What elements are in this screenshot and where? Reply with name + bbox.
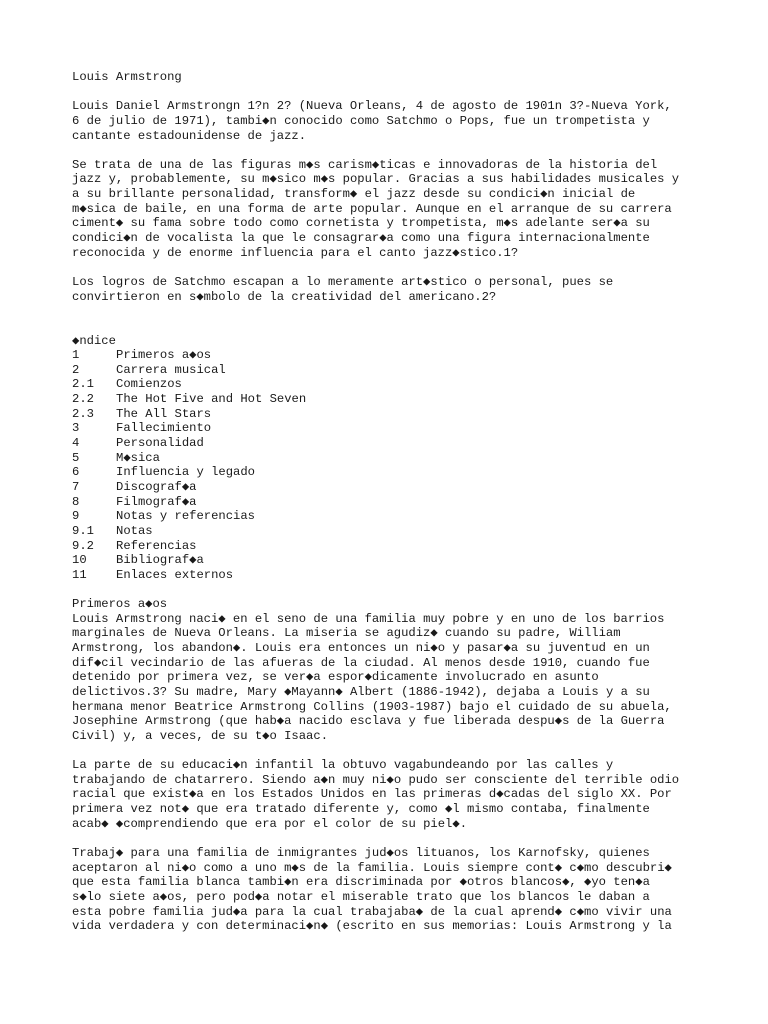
text-line: Josephine Armstrong (que hab◆a nacido esclava y fue liberada despu◆s de la Guerra [72, 714, 665, 729]
toc-item-number: 2 [72, 362, 80, 377]
toc-item[interactable] [72, 553, 712, 568]
toc-item[interactable] [72, 451, 712, 466]
toc-item[interactable] [72, 495, 712, 510]
text-line: Armstrong, los abandon◆. Louis era entonces un ni◆o y pasar◆a su juventud en un [72, 640, 650, 655]
toc-item-number: 10 [72, 553, 87, 568]
text-line: Se trata de una de las figuras m◆s carism◆ticas e innovadoras de la historia del [72, 157, 658, 172]
toc-item[interactable] [72, 509, 712, 524]
text-line: primera vez not◆ que era tratado diferente y, como ◆l mismo contaba, finalmente [72, 802, 650, 817]
toc-item-number: 2.3 [72, 406, 94, 421]
toc-item-label: Carrera musical [116, 362, 226, 377]
toc-item-number: 2.2 [72, 392, 94, 407]
toc-item[interactable] [72, 421, 712, 436]
toc-item[interactable] [72, 377, 712, 392]
toc-item-number: 9.2 [72, 538, 94, 553]
toc-item-label: Filmograf◆a [116, 494, 197, 509]
toc-item-label: Influencia y legado [116, 465, 255, 480]
text-line: Louis Armstrong naci◆ en el seno de una familia muy pobre y en uno de los barrios [72, 611, 665, 626]
text-line: condici◆n de vocalista la que le consagrar◆a como una figura internacionalmente [72, 231, 650, 246]
table-of-contents [72, 334, 712, 583]
paragraph-overview [72, 158, 712, 260]
text-line: La parte de su educaci◆n infantil la obtuvo vagabundeando por las calles y [72, 758, 614, 773]
text-line: que esta familia blanca tambi◆n era discriminada por ◆otros blancos◆, ◆yo ten◆a [72, 875, 650, 890]
text-line: s◆lo siete a◆os, pero pod◆a notar el miserable trato que los blancos le daban a [72, 889, 650, 904]
toc-item-number: 3 [72, 421, 80, 436]
toc-item[interactable] [72, 407, 712, 422]
spacer [72, 143, 712, 158]
toc-item-number: 11 [72, 567, 87, 582]
text-line: jazz y, probablemente, su m◆sico m◆s popular. Gracias a sus habilidades musicales y [72, 172, 680, 187]
toc-heading: ◆ndice [72, 333, 116, 348]
toc-item-number: 2.1 [72, 377, 94, 392]
toc-item-label: Fallecimiento [116, 421, 212, 436]
text-line: ciment◆ su fama sobre todo como cornetista y trompetista, m◆s adelante ser◆a su [72, 216, 650, 231]
toc-item-label: Comienzos [116, 377, 182, 392]
toc-item-label: Referencias [116, 538, 197, 553]
toc-item-number: 1 [72, 348, 80, 363]
toc-item-label: Notas y referencias [116, 509, 255, 524]
text-line: 6 de julio de 1971), tambi◆n conocido como Satchmo o Pops, fue un trompetista y [72, 113, 650, 128]
toc-item[interactable] [72, 539, 712, 554]
toc-item[interactable] [72, 480, 712, 495]
text-line: cantante estadounidense de jazz. [72, 128, 307, 143]
spacer [72, 831, 712, 846]
spacer [72, 85, 712, 100]
text-line: trabajando de chatarrero. Siendo a◆n muy ni◆o pudo ser consciente del terrible odio [72, 772, 680, 787]
toc-item[interactable] [72, 568, 712, 583]
text-line: dif◆cil vecindario de las afueras de la ciudad. Al menos desde 1910, cuando fue [72, 655, 650, 670]
spacer [72, 743, 712, 758]
text-line: detenido por primera vez, se ver◆a espor◆dicamente involucrado en asunto [72, 670, 599, 685]
text-line: m◆sica de baile, en una forma de arte popular. Aunque en el arranque de su carrera [72, 201, 672, 216]
text-line: acab◆ ◆comprendiendo que era por el color de su piel◆. [72, 816, 468, 831]
toc-item-label: M◆sica [116, 450, 160, 465]
intro-paragraph [72, 99, 712, 143]
toc-item-number: 7 [72, 479, 80, 494]
toc-item[interactable] [72, 363, 712, 378]
toc-item-number: 5 [72, 450, 80, 465]
text-line: convirtieron en s◆mbolo de la creatividad del americano.2? [72, 289, 497, 304]
document-page [72, 70, 712, 934]
text-line: Louis Daniel Armstrongn 1?n 2? (Nueva Orleans, 4 de agosto de 1901n 3?-Nueva York, [72, 99, 672, 114]
text-line: marginales de Nueva Orleans. La miseria se agudiz◆ cuando su padre, William [72, 626, 621, 641]
section-early-years [72, 597, 712, 934]
text-line: aceptaron al ni◆o como a uno m◆s de la familia. Louis siempre cont◆ c◆mo descubri◆ [72, 860, 672, 875]
toc-item-label: Discograf◆a [116, 479, 197, 494]
toc-item[interactable] [72, 524, 712, 539]
section-paragraph [72, 612, 712, 744]
toc-item-label: The Hot Five and Hot Seven [116, 392, 307, 407]
toc-item-label: The All Stars [116, 406, 212, 421]
spacer [72, 319, 712, 334]
text-line: delictivos.3? Su madre, Mary ◆Mayann◆ Albert (1886-1942), dejaba a Louis y a su [72, 684, 650, 699]
toc-item-number: 9 [72, 509, 80, 524]
toc-item[interactable] [72, 436, 712, 451]
text-line: esta pobre familia jud◆a para la cual trabajaba◆ de la cual aprend◆ c◆mo vivir una [72, 904, 672, 919]
paragraph-legacy [72, 275, 712, 304]
toc-item-label: Personalidad [116, 436, 204, 451]
toc-item-number: 8 [72, 494, 80, 509]
spacer [72, 260, 712, 275]
toc-item-label: Bibliograf◆a [116, 553, 204, 568]
toc-item-number: 6 [72, 465, 80, 480]
toc-item-label: Primeros a◆os [116, 348, 212, 363]
text-line: hermana menor Beatrice Armstrong Collins (1903-1987) bajo el cuidado de su abuela, [72, 699, 672, 714]
text-line: Civil) y, a veces, de su t◆o Isaac. [72, 728, 329, 743]
text-line: racial que exist◆a en los Estados Unidos en las primeras d◆cadas del siglo XX. Por [72, 787, 672, 802]
toc-item[interactable] [72, 465, 712, 480]
text-line: Trabaj◆ para una familia de inmigrantes jud◆os lituanos, los Karnofsky, quienes [72, 845, 650, 860]
section-paragraph [72, 846, 712, 934]
document-title: Louis Armstrong [72, 70, 182, 84]
text-line: a su brillante personalidad, transform◆ el jazz desde su condici◆n inicial de [72, 187, 636, 202]
spacer [72, 582, 712, 597]
toc-item[interactable] [72, 392, 712, 407]
toc-item-number: 4 [72, 436, 80, 451]
toc-item-label: Enlaces externos [116, 567, 234, 582]
toc-item-number: 9.1 [72, 523, 94, 538]
text-line: Los logros de Satchmo escapan a lo meramente art◆stico o personal, pues se [72, 274, 614, 289]
section-paragraph [72, 758, 712, 831]
spacer [72, 304, 712, 319]
toc-item-label: Notas [116, 523, 153, 538]
text-line: reconocida y de enorme influencia para el canto jazz◆stico.1? [72, 245, 519, 260]
text-line: vida verdadera y con determinaci◆n◆ (escrito en sus memorias: Louis Armstrong y la [72, 919, 672, 934]
section-heading: Primeros a◆os [72, 597, 168, 612]
toc-item[interactable] [72, 348, 712, 363]
